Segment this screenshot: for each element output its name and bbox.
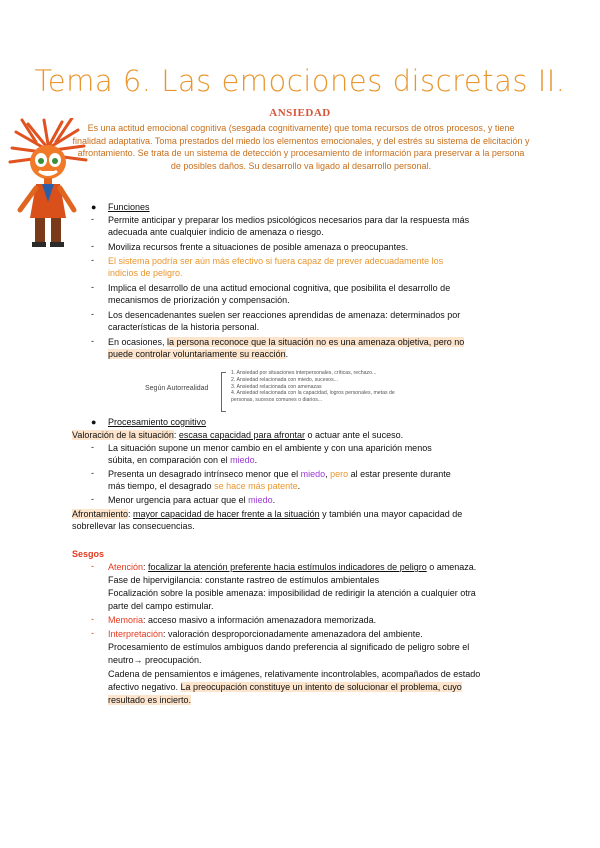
funcion-item-4-line-1: Implica el desarrollo de una actitud emocional cognitiva, que posibilita el desarrollo de [108,283,451,293]
funcion-item-3-line-2: indicios de peligro. [108,268,183,278]
funcion-item-4-line-2: mecanismos de priorización y compensación. [108,295,290,305]
procesamiento-item-2-line-2: más tiempo, el desagrado se hace más patente. [108,481,301,491]
valoracion-line: Valoración de la situación: escasa capacidad para afrontar o actuar ante el suceso. [72,430,404,440]
section-title-ansiedad: ANSIEDAD [269,107,331,119]
sesgo-atencion-line-2: Fase de hipervigilancia: constante rastreo de estímulos ambientales [108,575,380,585]
funcion-item-1-line-1: Permite anticipar y preparar los medios psicológicos necesarios para dar la respuesta más [108,215,470,225]
sesgo-atencion-line-3: Focalización sobre la posible amenaza: imposibilidad de redirigir la atención a cualquier otra [108,588,476,598]
procesamiento-item-1-line-1: La situación supone un menor cambio en el ambiente y con una aparición menos [108,443,432,453]
intro-paragraph: Es una actitud emocional cognitiva (sesgada cognitivamente) que toma recursos de otros procesos, y tiene finalidad adaptativa. Toma prestados del miedo los elementos emocionales, y del estrés su sistema de elicitación y afrontamiento. Se trata de un sistema de detección y procesamiento de información para preservar a la persona de posibles daños. Su desarrollo va ligado al desarrollo personal. [72,123,530,172]
sesgo-memoria: Memoria: acceso masivo a información amenazadora memorizada. [108,615,377,625]
sesgo-interpretacion-line-4: Cadena de pensamientos e imágenes, relativamente incontrolables, acompañados de estado [108,669,481,679]
funciones-heading: Funciones [108,202,150,212]
sesgo-atencion-line-4: parte del campo estimular. [108,601,214,611]
sesgo-interpretacion-line-2: Procesamiento de estímulos ambiguos dando preferencia al significado de peligro sobre el [108,642,470,652]
diagram-list: 1. Ansiedad por situaciones interpersonales, críticas, rechazo... 2. Ansiedad relacionada con miedo, sucesos... 3. Ansiedad relacionada con amenazas 4. Ansiedad relacionada con la capacidad, logros personales, metas de personas, sucesos comunes o diarios... [231,370,395,404]
afrontamiento-line-2: sobrellevar las consecuencias. [72,521,195,531]
sesgo-interpretacion-line-1: Interpretación: valoración desproporcionadamente amenazadora del ambiente. [108,629,423,639]
page-title: Tema 6. Las emociones discretas II. [34,64,566,98]
procesamiento-item-2-line-1: Presenta un desagrado intrínseco menor que el miedo, pero al estar presente durante [108,469,451,479]
sesgo-interpretacion-line-6: resultado es incierto. [108,695,192,705]
procesamiento-item-1-line-2: súbita, en comparación con el miedo. [108,455,258,465]
bullet-dot: ● [91,202,97,212]
funcion-item-5-line-1: Los desencadenantes suelen ser reacciones aprendidas de amenaza: determinados por [108,310,461,320]
funcion-item-5-line-2: características de la historia personal. [108,322,260,332]
funcion-item-1-line-2: adecuada ante cualquier indicio de amenaza o riesgo. [108,227,324,237]
sesgo-interpretacion-line-5: afectivo negativo. La preocupación constituye un intento de solucionar el problema, cuyo [108,682,462,692]
funcion-item-3-line-1: El sistema podría ser aún más efectivo si fuera capaz de prever adecuadamente los [108,256,444,266]
sesgo-atencion-line-1: Atención: focalizar la atención preferente hacia estímulos indicadores de peligro o amenaza. [108,562,477,572]
sesgos-heading: Sesgos [72,549,105,559]
diagram-left-label: Según Autorrealidad [145,385,209,392]
funcion-item-6-line-2: puede controlar voluntariamente su reacción. [108,349,289,359]
funcion-item-2: Moviliza recursos frente a situaciones de posible amenaza o preocupantes. [108,242,409,252]
ansiedad-classification-diagram [135,368,435,416]
funcion-item-6-line-1: En ocasiones, la persona reconoce que la situación no es una amenaza objetiva, pero no [108,337,465,347]
bullet-dot: ● [91,417,97,427]
diagram-brace [221,372,226,412]
anxiety-character-illustration [6,118,88,250]
sesgo-interpretacion-line-3: neutro→ preocupación. [108,655,202,665]
procesamiento-item-3: Menor urgencia para actuar que el miedo. [108,495,276,505]
afrontamiento-line-1: Afrontamiento: mayor capacidad de hacer frente a la situación y también una mayor capacidad de [72,509,463,519]
procesamiento-heading: Procesamiento cognitivo [108,417,207,427]
